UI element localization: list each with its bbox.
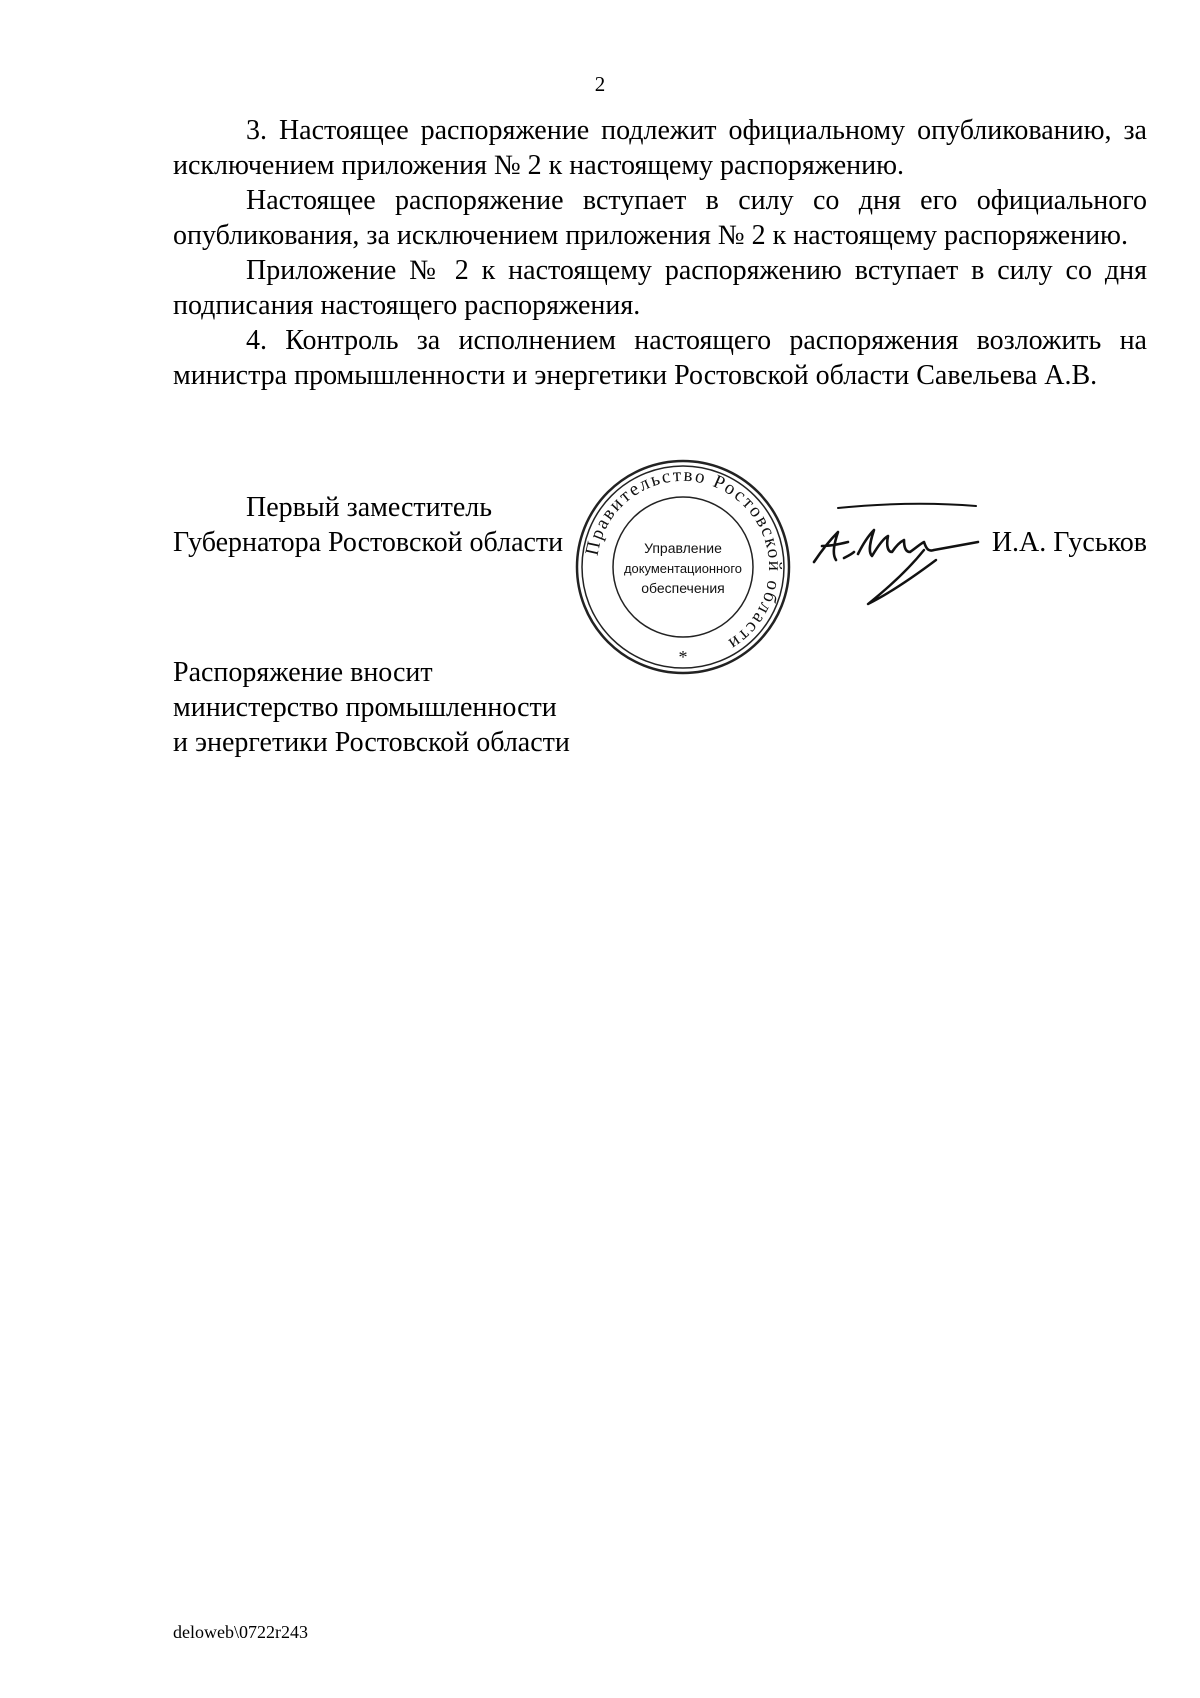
seal-star: *: [678, 647, 688, 667]
seal-center-line2: документационного: [624, 561, 742, 576]
introduced-by-line3: и энергетики Ростовской области: [173, 727, 570, 758]
footer-document-code: deloweb\0722r243: [173, 1622, 308, 1642]
introduced-by-line1: Распоряжение вносит: [173, 657, 433, 688]
handwritten-signature: [808, 500, 983, 610]
paragraph-control: 4. Контроль за исполнением настоящего распоряжения возложить на министра промышленности и энергетики Ростовской области Савельева А.В.: [173, 325, 1147, 391]
seal-center-line1: Управление: [644, 540, 722, 556]
signatory-name: И.А. Гуськов: [991, 527, 1147, 558]
signatory-title-line2: Губернатора Ростовской области: [173, 527, 564, 558]
official-seal: [573, 457, 793, 677]
paragraph-entry-into-force: Настоящее распоряжение вступает в силу со дня его официального опубликования, за исключением приложения № 2 к настоящему распоряжению.: [173, 185, 1147, 251]
signatory-title-line1: Первый заместитель: [246, 492, 493, 523]
page-number: 2: [594, 72, 606, 96]
paragraph-appendix-2: Приложение № 2 к настоящему распоряжению вступает в силу со дня подписания настоящего распоряжения.: [173, 255, 1147, 321]
seal-outer-text: Правительство Ростовской области: [581, 464, 786, 656]
document-body: [173, 113, 1147, 393]
svg-text:Правительство Ростовской облас: [582, 465, 785, 655]
introduced-by: [173, 655, 570, 760]
introduced-by-line2: министерство промышленности: [173, 692, 557, 723]
paragraph-publication: 3. Настоящее распоряжение подлежит официальному опубликованию, за исключением приложения № 2 к настоящему распоряжению.: [173, 115, 1147, 181]
signatory-title: [173, 490, 563, 560]
seal-center-line3: обеспечения: [641, 580, 725, 596]
